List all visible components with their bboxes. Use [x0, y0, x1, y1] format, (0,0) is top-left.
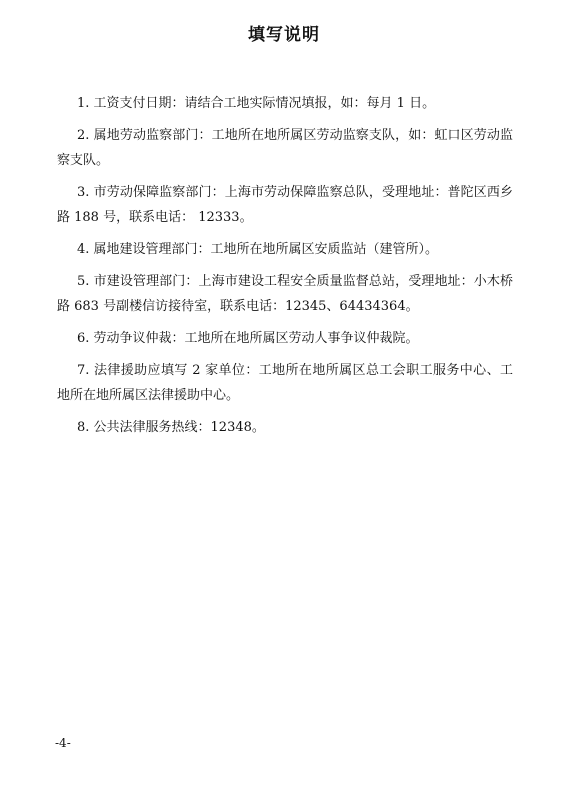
- instruction-item-3: 3. 市劳动保障监察部门：上海市劳动保障监察总队，受理地址：普陀区西乡路 188 号，联系电话： 12333。: [57, 185, 513, 225]
- instruction-item-2: 2. 属地劳动监察部门：工地所在地所属区劳动监察支队，如：虹口区劳动监察支队。: [57, 128, 513, 168]
- page-number: -4-: [55, 736, 71, 750]
- instruction-item-6: 6. 劳动争议仲裁：工地所在地所属区劳动人事争议仲裁院。: [77, 331, 419, 346]
- instruction-item-7: 7. 法律援助应填写 2 家单位：工地所在地所属区总工会职工服务中心、工地所在地所属区法律援助中心。: [57, 363, 513, 403]
- instruction-item-8: 8. 公共法律服务热线：12348。: [77, 420, 265, 435]
- instruction-list: [57, 91, 513, 447]
- instruction-item-5: 5. 市建设管理部门：上海市建设工程安全质量监督总站，受理地址：小木桥路 683 号副楼信访接待室，联系电话：12345、64434364。: [57, 274, 513, 314]
- page-title: 填写说明: [248, 25, 320, 45]
- instruction-item-1: 1. 工资支付日期：请结合工地实际情况填报，如：每月 1 日。: [77, 96, 436, 111]
- instruction-item-4: 4. 属地建设管理部门：工地所在地所属区安质监站（建管所）。: [77, 242, 439, 257]
